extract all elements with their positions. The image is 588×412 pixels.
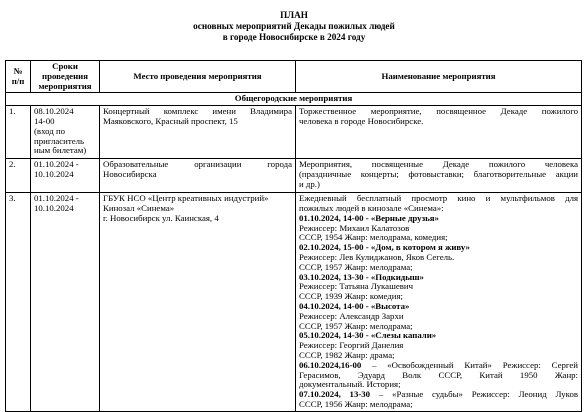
plan-title: ПЛАН xyxy=(280,10,308,20)
text-line: п/п xyxy=(11,75,25,86)
text-line: (вход по xyxy=(34,125,66,136)
text-line: мероприятия xyxy=(38,80,92,91)
col-header-event: Наименование мероприятия xyxy=(296,61,582,93)
film-heading: 03.10.2024, 13-30 - «Подкидыш» xyxy=(299,271,424,282)
row-place xyxy=(100,106,296,159)
section-row xyxy=(6,93,582,106)
table-row xyxy=(6,193,582,412)
text-line: пригласитель xyxy=(34,135,85,146)
text-line: Концертный комплекс имени Владимира xyxy=(103,106,292,117)
text-line: 01.10.2024 - xyxy=(34,159,79,170)
text-line: Новосибирска xyxy=(103,168,157,179)
text-line: Образовательные организации города xyxy=(103,159,292,170)
row-place xyxy=(100,193,296,412)
col-header-dates xyxy=(31,61,100,93)
text-line: и др.) xyxy=(299,178,320,189)
text-line: ным билетам) xyxy=(34,145,87,156)
film-info: СССР, 1957 Жанр: мелодрама; xyxy=(299,320,413,331)
table-header-row xyxy=(6,61,582,93)
text-line: 10.10.2024 xyxy=(34,202,74,213)
col-header-place: Место проведения мероприятия xyxy=(100,61,296,93)
film-six-line-2: Герасимов, Эдуард Волк СССР, Китай 1950 Жанр: xyxy=(299,369,578,380)
table-row xyxy=(6,159,582,193)
text-line: Сроки xyxy=(52,61,78,71)
text-line: Маяковского, Красный проспект, 15 xyxy=(103,115,238,126)
film-six-line-3: документальный. История; xyxy=(299,379,401,390)
events-table xyxy=(5,60,582,412)
text-line: г. Новосибирск ул. Каинская, 4 xyxy=(103,212,219,223)
row-number: 1. xyxy=(6,106,31,159)
row-event xyxy=(296,106,582,159)
table-row xyxy=(6,106,582,159)
text-line: № xyxy=(13,65,23,76)
text-line: (праздничные концерты; фотовыставки; благотворительные акции xyxy=(299,168,578,179)
film-info: СССР, 1954 Жанр: мелодрама, комедия; xyxy=(299,232,448,243)
film-heading: 04.10.2024, 14-00 - «Высота» xyxy=(299,300,410,311)
section-title: Общегородские мероприятия xyxy=(6,93,582,106)
film-heading: 01.10.2024, 14-00 - «Верные друзья» xyxy=(299,212,439,223)
text-line: 07.10.2024, 13-30 xyxy=(299,389,371,400)
text-line: человека в городе Новосибирске. xyxy=(299,115,424,126)
row-number: 2. xyxy=(6,159,31,193)
row-dates xyxy=(31,159,100,193)
film-director: Режиссер: Татьяна Лукашевич xyxy=(299,281,414,292)
text-line: – «Разные судьбы» Режиссер: Леонид Луков xyxy=(370,389,578,400)
row-place xyxy=(100,159,296,193)
text-line: Торжественное мероприятие, посвященное Декаде пожилого xyxy=(299,106,578,117)
text-line: 14-00 xyxy=(34,115,55,126)
film-director: Режиссер: Лев Кулиджанов, Яков Сегель. xyxy=(299,251,455,262)
film-director: Режиссер: Михаил Калатозов xyxy=(299,222,410,233)
text-line: Кинозал «Синема» xyxy=(103,202,175,213)
film-info: СССР, 1939 Жанр: комедия; xyxy=(299,291,403,302)
text-line: 08.10.2024 xyxy=(34,106,74,117)
col-header-number xyxy=(6,61,31,93)
text-line: Ежедневный бесплатный просмотр кино и мультфильмов для xyxy=(299,193,578,204)
row-dates xyxy=(31,193,100,412)
text-line: проведения xyxy=(42,70,88,81)
film-seven-line-2: СССР, 1956 Жанр: мелодрама; xyxy=(299,398,413,409)
text-line: ГБУК НСО «Центр креативных индустрий» xyxy=(103,193,269,204)
text-line: Мероприятия, посвященные Декаде пожилого человека xyxy=(299,159,578,170)
film-info: СССР, 1957 Жанр: мелодрама; xyxy=(299,261,413,272)
row-number: 3. xyxy=(6,193,31,412)
text-line: 06.10.2024,16-00 xyxy=(299,359,362,370)
text-line: – «Освобожденный Китай» Режиссер: Сергей xyxy=(361,359,578,370)
film-director: Режиссер: Александр Зархи xyxy=(299,310,404,321)
text-line: 01.10.2024 - xyxy=(34,193,79,204)
film-director: Режиссер: Георгий Данелия xyxy=(299,340,404,351)
row-event xyxy=(296,159,582,193)
row-dates xyxy=(31,106,100,159)
film-info: СССР, 1982 Жанр: драма; xyxy=(299,349,395,360)
row-event xyxy=(296,193,582,412)
text-line: пожилых людей в кинозале «Синема»: xyxy=(299,202,444,213)
film-heading: 05.10.2024, 14-30 - «Слезы капали» xyxy=(299,330,437,341)
plan-subtitle-city: в городе Новосибирске в 2024 году xyxy=(222,32,366,42)
film-heading: 02.10.2024, 15-00 - «Дом, в котором я живу» xyxy=(299,242,470,253)
plan-subtitle: основных мероприятий Декады пожилых людей xyxy=(193,21,395,31)
text-line: 10.10.2024 xyxy=(34,168,74,179)
